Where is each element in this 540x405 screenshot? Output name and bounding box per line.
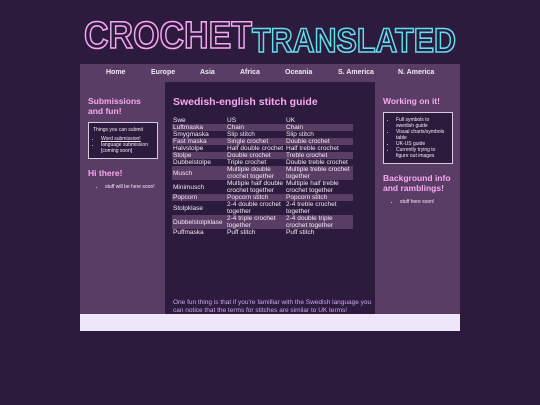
- cell-us: Single crochet: [226, 138, 285, 145]
- cell-uk: Double crochet: [285, 138, 353, 145]
- cell-us: Popcorn stitch: [226, 194, 285, 201]
- cell-us: 2-4 triple crochet together: [226, 215, 285, 229]
- site-logo: [0, 0, 540, 62]
- list-item: • UK-US guide: [396, 141, 448, 147]
- table-row: [172, 229, 353, 236]
- footer-band: [80, 314, 460, 331]
- nav-n-america[interactable]: N. America: [398, 69, 435, 76]
- cell-swe: Puffmaska: [173, 229, 204, 236]
- cell-us: Chain: [226, 124, 285, 131]
- cell-swe: Stolpe: [172, 152, 226, 159]
- main-nav: [80, 64, 460, 82]
- list-item: • Currently trying to figure out images: [396, 147, 448, 159]
- logo-word-translated: TRANSLATED: [252, 22, 456, 60]
- submissions-intro: Things you can submit: [93, 127, 144, 133]
- cell-swe: Popcorn: [172, 194, 226, 201]
- table-header-row: [172, 117, 353, 124]
- cell-us: Double crochet: [226, 152, 285, 159]
- table-row: [172, 152, 353, 159]
- table-row: [172, 166, 353, 180]
- cell-us: Slip stitch: [227, 131, 255, 138]
- working-on-it-heading: Working on it!: [383, 96, 440, 106]
- hi-there-heading: Hi there!: [88, 168, 123, 178]
- footnote: One fun thing is that if you're familliar with the Swedish language you can notice that the terms for stitches are similar to UK terms!: [173, 299, 372, 314]
- cell-swe: Minimusch: [173, 183, 205, 191]
- cell-uk: 2-4 treble crochet together: [286, 201, 337, 215]
- cell-swe: Luftmaska: [172, 124, 226, 131]
- cell-uk: Puff stitch: [286, 229, 315, 236]
- submissions-list: [93, 136, 153, 154]
- header-us: US: [227, 117, 237, 124]
- nav-s-america[interactable]: S. America: [338, 69, 374, 76]
- table-row: [172, 180, 353, 194]
- cell-uk: Popcorn stitch: [285, 194, 353, 201]
- cell-us: Multiple double crochet together: [226, 166, 285, 180]
- background-info-heading: Background info and ramblings!: [383, 173, 451, 193]
- cell-us: 2-4 double crochet together: [227, 201, 281, 215]
- table-row: [172, 194, 353, 201]
- table-row: [172, 131, 353, 138]
- cell-us: Puff stitch: [227, 229, 256, 236]
- list-item: • stuff will be here soon!: [105, 184, 158, 190]
- table-row: [172, 138, 353, 145]
- cell-swe: Dubbelstolpe: [173, 159, 211, 166]
- cell-uk: Half treble crochet: [286, 145, 339, 152]
- cell-uk: Treble crochet: [285, 152, 353, 159]
- cell-uk: Multiple treble crochet together: [285, 166, 353, 180]
- list-item: • Full symbols to swedish guide: [396, 117, 448, 129]
- cell-uk: Slip stitch: [286, 131, 314, 138]
- list-item: • stuff here soon!: [400, 199, 453, 205]
- cell-us: Half double crochet: [227, 145, 284, 152]
- table-row: [172, 145, 353, 152]
- cell-uk: Chain: [285, 124, 353, 131]
- cell-swe: Halvstolpe: [173, 145, 204, 152]
- nav-oceania[interactable]: Oceania: [285, 69, 313, 76]
- main-content: [165, 82, 375, 314]
- word-submission-link[interactable]: Word submission!: [101, 136, 141, 142]
- cell-swe: Stolpklase: [173, 204, 203, 212]
- cell-swe: Dubbelstolpklase: [172, 215, 226, 229]
- cell-us: Triple crochet: [227, 159, 267, 166]
- nav-home[interactable]: Home: [106, 69, 126, 76]
- page-frame: [80, 64, 460, 331]
- cell-uk: Double treble crochet: [286, 159, 348, 166]
- logo-word-crochet: CROCHET: [84, 15, 252, 57]
- submissions-box: [88, 122, 158, 159]
- working-on-it-list: [388, 117, 448, 159]
- table-row: [172, 215, 353, 229]
- table-row: [172, 159, 353, 166]
- nav-asia[interactable]: Asia: [200, 69, 215, 76]
- submissions-heading: Submissions and fun!: [88, 96, 141, 116]
- table-row: [172, 124, 353, 131]
- nav-europe[interactable]: Europe: [151, 69, 176, 76]
- cell-swe: Smygmaska: [173, 131, 209, 138]
- list-item: • language submission [coming soon]: [101, 142, 153, 154]
- list-item: • Visual charts/symbols table: [396, 129, 448, 141]
- stitch-table: [172, 117, 353, 236]
- nav-africa[interactable]: Africa: [240, 69, 260, 76]
- header-swe: Swe: [173, 117, 186, 124]
- cell-uk: Multiple half treble crochet together: [286, 180, 339, 194]
- table-row: [172, 201, 353, 215]
- hi-there-list: [88, 184, 158, 190]
- cell-swe: Musch: [172, 166, 226, 180]
- cell-swe: Fast maska: [172, 138, 226, 145]
- cell-us: Multiple half double crochet together: [227, 180, 284, 194]
- header-uk: UK: [286, 117, 296, 124]
- left-sidebar: [88, 96, 158, 190]
- background-info-list: [383, 199, 453, 205]
- page-title: Swedish-english stitch guide: [173, 96, 318, 108]
- right-sidebar: [383, 96, 453, 205]
- cell-uk: 2-4 double triple crochet together: [285, 215, 353, 229]
- working-on-it-box: [383, 112, 453, 164]
